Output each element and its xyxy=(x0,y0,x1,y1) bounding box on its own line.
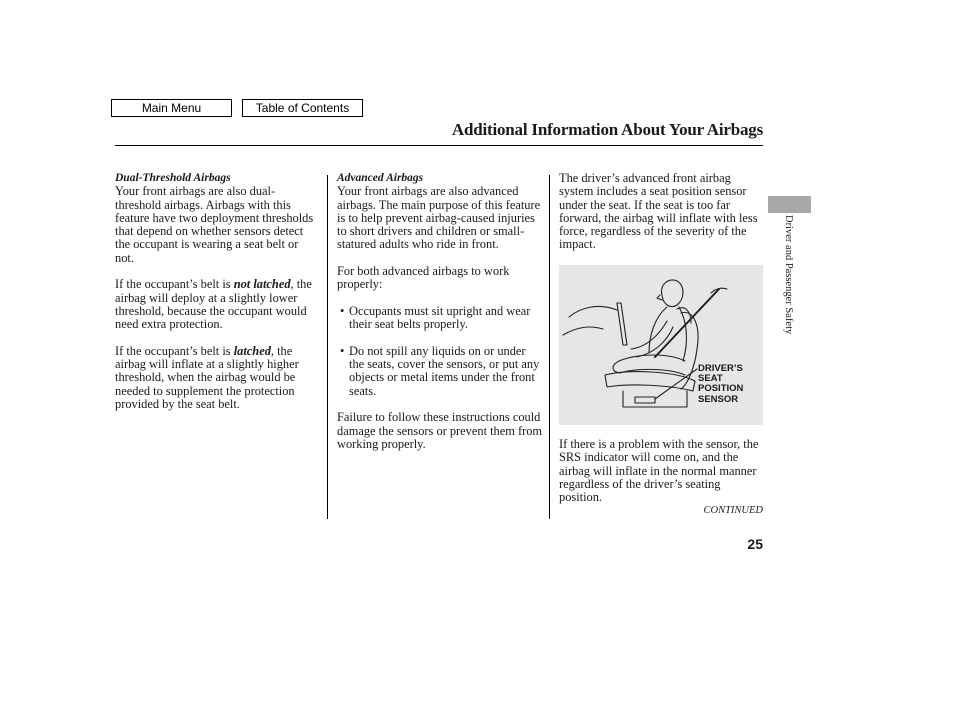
paragraph: Your front airbags are also dual-threshold airbags. Airbags with this feature have two deployment thresholds that depend on whether sensors detect the occupant is wearing a seat belt or not. xyxy=(115,184,314,265)
column-divider xyxy=(549,175,550,519)
emphasis: latched xyxy=(233,343,271,358)
column-dual-threshold xyxy=(115,172,319,425)
paragraph: The driver’s advanced front airbag system includes a seat position sensor under the seat. If the seat is too far forward, the airbag will inflate with less force, regardless of the severity of the impact. xyxy=(559,171,758,252)
figure-callout-label: DRIVER’S SEAT POSITION SENSOR xyxy=(698,363,744,405)
page-number: 25 xyxy=(747,536,763,552)
list-item: • Do not spill any liquids on or under the seats, cover the sensors, or put any objects or metal items under the front seats. xyxy=(340,343,540,398)
paragraph: Your front airbags are also advanced airbags. The main purpose of this feature is to help prevent airbag-caused injuries to short drivers and children or small-statured adults who ride in front. xyxy=(337,184,541,252)
paragraph: If the occupant’s belt is latched, the airbag will inflate at a slightly higher threshold, when the airbag would be needed to supplement the protection provided by the seat belt. xyxy=(115,343,299,412)
column-divider xyxy=(327,175,328,519)
section-tab-label: Driver and Passenger Safety xyxy=(783,215,794,335)
page-title: Additional Information About Your Airbags xyxy=(451,120,763,139)
section-tab-marker xyxy=(768,196,811,213)
emphasis: not latched xyxy=(233,277,291,292)
list-item: • Occupants must sit upright and wear their seat belts properly. xyxy=(340,303,531,332)
section-heading: Dual-Threshold Airbags xyxy=(115,172,231,184)
column-advanced-airbags xyxy=(337,172,543,465)
seat-sensor-illustration xyxy=(559,265,763,425)
continued-label: CONTINUED xyxy=(703,505,763,516)
paragraph: If the occupant’s belt is not latched, the airbag will deploy at a slightly lower threshold, because the occupant would need extra protection. xyxy=(115,277,312,332)
title-divider xyxy=(115,145,763,146)
paragraph: For both advanced airbags to work properly: xyxy=(337,264,510,292)
table-of-contents-button[interactable]: Table of Contents xyxy=(242,99,363,117)
section-heading: Advanced Airbags xyxy=(337,172,424,184)
column-seat-sensor xyxy=(559,172,765,518)
paragraph: Failure to follow these instructions could damage the sensors or prevent them from working properly. xyxy=(337,410,543,451)
paragraph: If there is a problem with the sensor, the SRS indicator will come on, and the airbag will inflate in the normal manner regardless of the driver’s seating position. xyxy=(559,437,759,505)
bullet-list xyxy=(337,305,543,398)
main-menu-button[interactable]: Main Menu xyxy=(111,99,232,117)
